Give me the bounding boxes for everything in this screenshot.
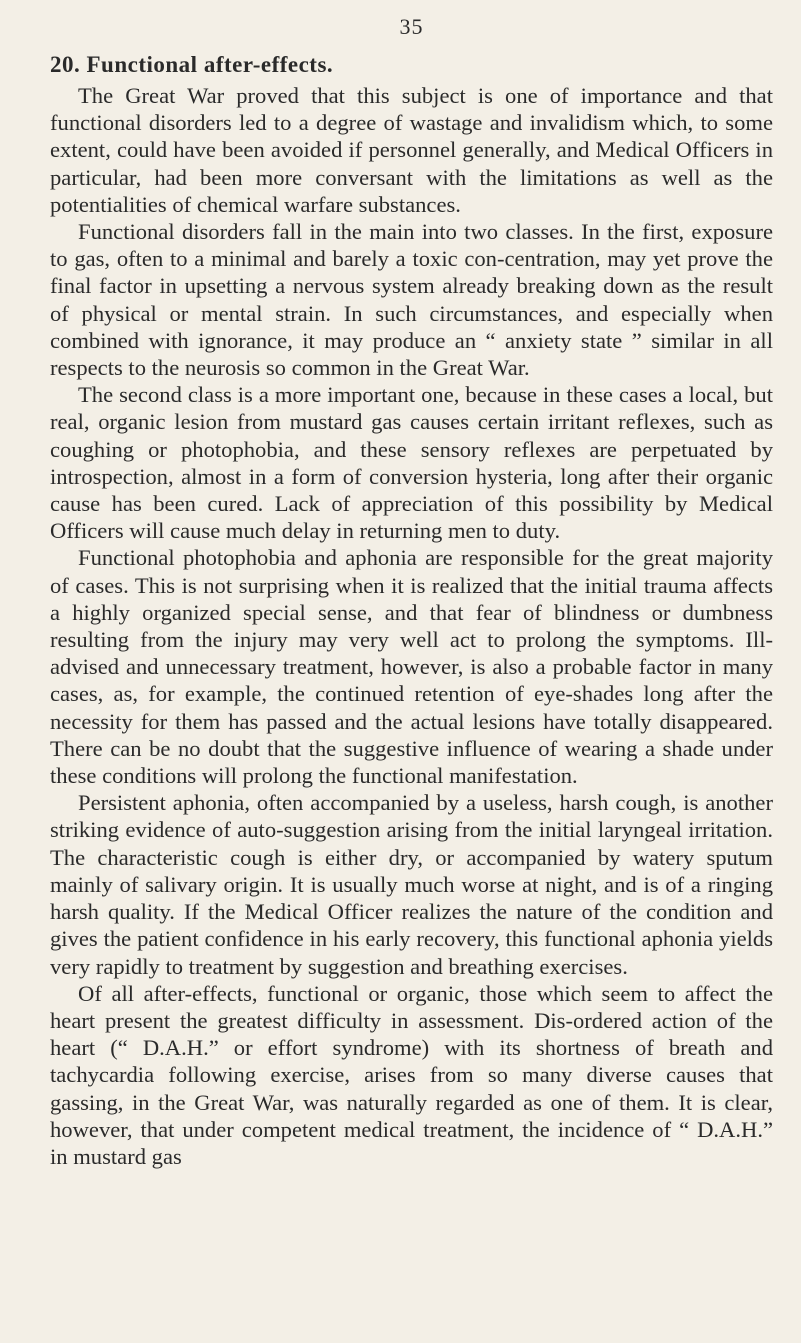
- page-number: 35: [399, 14, 424, 39]
- section-heading: 20. Functional after-effects.: [50, 52, 334, 77]
- paragraph-6: Of all after-effects, functional or organic, those which seem to affect the heart present the greatest difficulty in assessment. Dis-ordered action of the heart (“ D.A.H.” or effort syndrome) with its shortness of breath and tachycardia following exercise, arises from so many diverse causes that gassing, in the Great War, was naturally regarded as one of them. It is clear, however, that under competent medical treatment, the incidence of “ D.A.H.” in mustard gas: [50, 980, 773, 1169]
- paragraph-4: Functional photophobia and aphonia are responsible for the great majority of cases. This is not surprising when it is realized that the initial trauma affects a highly organized special sense, and that fear of blindness or dumbness resulting from the injury may very well act to prolong the symptoms. Ill-advised and unnecessary treatment, however, is also a probable factor in many cases, as, for example, the continued retention of eye-shades long after the necessity for them has passed and the actual lesions have totally disappeared. There can be no doubt that the suggestive influence of wearing a shade under these conditions will prolong the functional manifestation.: [50, 545, 773, 789]
- paragraph-5: Persistent aphonia, often accompanied by a useless, harsh cough, is another striking evidence of auto-suggestion arising from the initial laryngeal irritation. The characteristic cough is either dry, or accompanied by watery sputum mainly of salivary origin. It is usually much worse at night, and is of a ringing harsh quality. If the Medical Officer realizes the nature of the condition and gives the patient confidence in his early recovery, this functional aphonia yields very rapidly to treatment by suggestion and breathing exercises.: [50, 790, 773, 979]
- paragraph-2: Functional disorders fall in the main into two classes. In the first, exposure to gas, often to a minimal and barely a toxic con-centration, may yet prove the final factor in upsetting a nervous system already breaking down as the result of physical or mental strain. In such circumstances, and especially when combined with ignorance, it may produce an “ anxiety state ” similar in all respects to the neurosis so common in the Great War.: [50, 219, 773, 381]
- paragraph-3: The second class is a more important one, because in these cases a local, but real, organic lesion from mustard gas causes certain irritant reflexes, such as coughing or photophobia, and these sensory reflexes are perpetuated by introspection, almost in a form of conversion hysteria, long after their organic cause has been cured. Lack of appreciation of this possibility by Medical Officers will cause much delay in returning men to duty.: [50, 382, 773, 544]
- paragraph-1: The Great War proved that this subject is one of importance and that functional disorders led to a degree of wastage and invalidism which, to some extent, could have been avoided if personnel generally, and Medical Officers in particular, had been more conversant with the limitations as well as the potentialities of chemical warfare substances.: [50, 83, 773, 217]
- section-functional-after-effects: [50, 50, 773, 1170]
